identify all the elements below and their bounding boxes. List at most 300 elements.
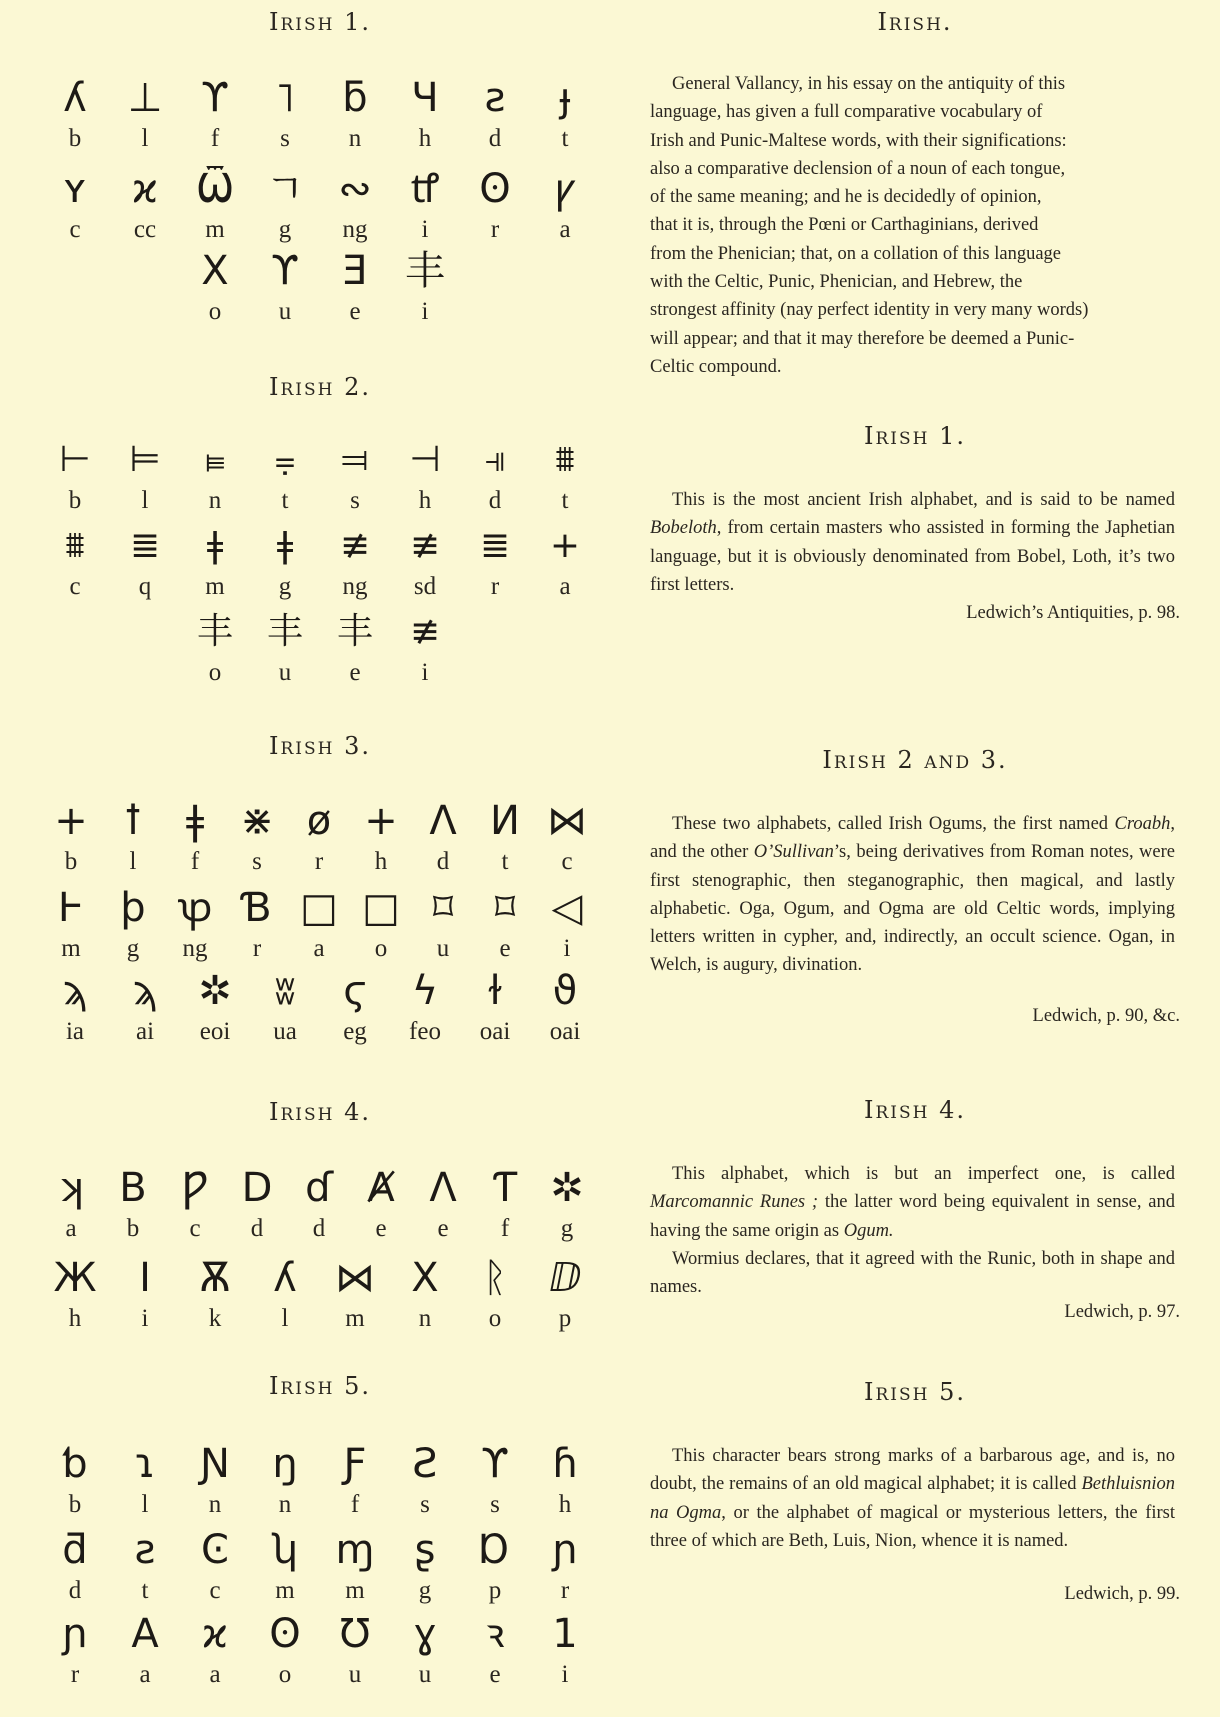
alphabet-glyph-icon: □ <box>300 885 338 931</box>
irish-2-3-name-1: Croabh <box>1114 814 1171 834</box>
irish-5-description <box>650 1442 1175 1555</box>
alphabet-glyph-icon: ɿ <box>134 1441 156 1487</box>
alphabet-cell <box>250 163 320 245</box>
alphabet-letter: e <box>489 1661 501 1688</box>
alphabet-letter: c <box>69 573 81 600</box>
alphabet-cell <box>250 1252 320 1334</box>
alphabet-letter: q <box>138 573 152 600</box>
alphabet-glyph-icon: Ʊ <box>339 1611 371 1657</box>
alphabet-letter: i <box>421 216 429 243</box>
alphabet-letter: eoi <box>199 1018 231 1045</box>
alphabet-cell <box>320 1252 390 1334</box>
alphabet-letter: g <box>418 1577 432 1604</box>
alphabet-letter: s <box>490 1491 500 1518</box>
alphabet-cell <box>320 1524 390 1606</box>
irish-4-text-2: the latter word being equivalent in sense, and having the same origin as <box>650 1192 1176 1241</box>
alphabet-letter: g <box>278 573 292 600</box>
alphabet-glyph-icon: Ѫ <box>199 1255 231 1301</box>
alphabet-letter: d <box>436 848 450 875</box>
alphabet-letter: i <box>421 659 429 686</box>
alphabet-letter: l <box>141 487 149 514</box>
alphabet-cell <box>460 1608 530 1690</box>
alphabet-glyph-icon: B <box>119 1165 147 1211</box>
alphabet-cell <box>40 965 110 1047</box>
irish-1-name: Bobeloth <box>650 518 717 539</box>
alphabet-cell <box>350 882 412 964</box>
alphabet-letter: sd <box>413 573 437 600</box>
alphabet-glyph-icon: ✲ <box>550 1165 584 1211</box>
alphabet-letter: a <box>313 935 325 962</box>
alphabet-letter: u <box>278 298 292 325</box>
alphabet-cell <box>350 795 412 877</box>
alphabet-row <box>40 1252 600 1342</box>
alphabet-cell <box>390 1608 460 1690</box>
irish-2-3-citation: Ledwich, p. 90, &c. <box>1032 1006 1180 1026</box>
alphabet-row <box>40 606 600 696</box>
alphabet-glyph-icon: ⊢ <box>59 439 91 480</box>
alphabet-letter: h <box>418 487 432 514</box>
alphabet-letter: e <box>349 298 361 325</box>
alphabet-letter: r <box>252 935 262 962</box>
irish-5-citation: Ledwich, p. 99. <box>1064 1584 1180 1604</box>
alphabet-glyph-icon: ϟ <box>411 968 439 1014</box>
irish-4-description <box>650 1160 1175 1301</box>
intro-line: from the Phenician; that, on a collation of this language <box>650 243 1062 264</box>
alphabet-cell <box>320 1438 390 1520</box>
alphabet-letter: m <box>205 216 225 243</box>
alphabet-glyph-icon: ꝕ <box>177 885 213 931</box>
alphabet-letter: n <box>348 125 362 152</box>
alphabet-glyph-icon: Ѿ <box>196 166 234 212</box>
alphabet-letter: oai <box>479 1018 511 1045</box>
alphabet-cell <box>390 1252 460 1334</box>
alphabet-letter: s <box>350 487 360 514</box>
section-title-irish-5: Irish 5. <box>269 1372 371 1400</box>
alphabet-glyph-icon: ʎ <box>63 75 87 121</box>
left-column <box>40 0 600 1717</box>
alphabet-cell <box>180 434 250 516</box>
alphabet-glyph-icon: ϒ <box>271 248 299 294</box>
irish-2-3-name-2: O’Sullivan <box>753 842 834 863</box>
alphabet-glyph-icon: ø <box>306 798 332 844</box>
alphabet-glyph-icon: Ⱥ <box>367 1165 395 1211</box>
alphabet-letter: u <box>436 935 450 962</box>
alphabet-glyph-icon: ƨ <box>134 1527 156 1573</box>
alphabet-glyph-icon: ㄱ <box>265 166 305 212</box>
intro-line: Celtic compound. <box>650 356 782 377</box>
alphabet-cell <box>180 1608 250 1690</box>
alphabet-glyph-icon: ⩩ <box>65 525 85 566</box>
alphabet-glyph-icon: ɗ <box>305 1165 333 1211</box>
alphabet-cell <box>250 1438 320 1520</box>
alphabet-cell <box>530 163 600 245</box>
alphabet-letter: ai <box>135 1018 155 1045</box>
alphabet-cell <box>530 1524 600 1606</box>
alphabet-cell <box>102 882 164 964</box>
alphabet-letter: l <box>281 1305 289 1332</box>
alphabet-letter: u <box>348 1661 362 1688</box>
irish-2-3-text-2: , and the other <box>650 814 1175 863</box>
alphabet-letter: c <box>69 216 81 243</box>
alphabet-letter: m <box>345 1305 365 1332</box>
alphabet-letter: i <box>421 298 429 325</box>
intro-line: Irish and Punic-Maltese words, with their significations: <box>650 130 1067 151</box>
alphabet-cell <box>320 163 390 245</box>
alphabet-glyph-icon: ⊨ <box>129 439 161 480</box>
alphabet-cell <box>226 882 288 964</box>
alphabet-glyph-icon: Λ <box>429 798 457 844</box>
alphabet-cell <box>460 163 530 245</box>
alphabet-cell <box>164 1162 226 1244</box>
section-title-irish-5-desc: Irish 5. <box>864 1378 966 1406</box>
alphabet-letter: a <box>559 216 571 243</box>
alphabet-glyph-icon: 丰 <box>196 611 233 652</box>
irish-1-text-2: , from certain masters who assisted in forming the Japhetian language, but it is obviously denominated from Bobel, Loth, it’s two first letters. <box>650 518 1175 595</box>
alphabet-cell <box>412 882 474 964</box>
alphabet-letter: l <box>141 1491 149 1518</box>
alphabet-letter: l <box>141 125 149 152</box>
alphabet-row <box>40 163 600 253</box>
alphabet-cell <box>226 1162 288 1244</box>
alphabet-glyph-icon: ⫤ <box>341 439 369 480</box>
alphabet-cell <box>40 163 110 245</box>
alphabet-glyph-icon: ✲ <box>198 968 232 1014</box>
alphabet-glyph-icon: ⌑ <box>432 885 454 931</box>
alphabet-glyph-icon: ⊣ <box>409 439 441 480</box>
alphabet-cell <box>536 882 598 964</box>
alphabet-glyph-icon: Ɓ <box>242 885 272 931</box>
alphabet-letter: n <box>208 1491 222 1518</box>
alphabet-cell <box>530 1608 600 1690</box>
alphabet-letter: k <box>208 1305 222 1332</box>
alphabet-letter: s <box>252 848 262 875</box>
alphabet-cell <box>350 1162 412 1244</box>
alphabet-cell <box>250 245 320 327</box>
alphabet-glyph-icon: ɫ <box>487 968 503 1014</box>
alphabet-letter: t <box>281 487 289 514</box>
alphabet-letter: d <box>488 487 502 514</box>
alphabet-glyph-icon: ɲ <box>62 1611 88 1657</box>
alphabet-glyph-icon: 丰 <box>405 248 445 294</box>
alphabet-cell <box>474 795 536 877</box>
alphabet-glyph-icon: ⫢ <box>204 439 226 480</box>
alphabet-cell <box>40 882 102 964</box>
alphabet-glyph-icon: ϸ <box>120 885 146 931</box>
irish-2-3-description <box>650 810 1175 980</box>
alphabet-cell <box>320 245 390 327</box>
alphabet-letter: c <box>189 1215 201 1242</box>
alphabet-letter: ua <box>273 1018 297 1045</box>
alphabet-glyph-icon: 丰 <box>336 611 373 652</box>
alphabet-glyph-icon: ᚱ <box>483 1255 507 1301</box>
alphabet-row <box>40 1524 600 1614</box>
irish-5-text-1: This character bears strong marks of a barbarous age, and is, no doubt, the remains of an old magical alphabet; it is called <box>650 1446 1175 1495</box>
alphabet-glyph-icon: X <box>201 248 229 294</box>
alphabet-glyph-icon: Ж <box>53 1255 97 1301</box>
alphabet-cell <box>460 965 530 1047</box>
alphabet-letter: e <box>437 1215 449 1242</box>
alphabet-glyph-icon: ŋ <box>272 1441 298 1487</box>
alphabet-letter: ia <box>65 1018 85 1045</box>
alphabet-cell <box>390 163 460 245</box>
alphabet-cell <box>250 606 320 688</box>
alphabet-cell <box>110 1438 180 1520</box>
alphabet-cell <box>474 882 536 964</box>
alphabet-cell <box>320 72 390 154</box>
alphabet-glyph-icon: ϰ <box>131 166 159 212</box>
irish-4-paragraph-2: Wormius declares, that it agreed with the Runic, both in shape and names. <box>650 1248 1175 1298</box>
alphabet-letter: eg <box>343 1018 367 1045</box>
alphabet-cell <box>460 1524 530 1606</box>
alphabet-letter: e <box>375 1215 387 1242</box>
alphabet-letter: u <box>278 659 292 686</box>
section-title-irish-4-desc: Irish 4. <box>864 1096 966 1124</box>
alphabet-letter: s <box>280 125 290 152</box>
alphabet-cell <box>40 1162 102 1244</box>
alphabet-glyph-icon: ʂ <box>414 1527 436 1573</box>
alphabet-letter: g <box>126 935 140 962</box>
alphabet-letter: a <box>209 1661 221 1688</box>
alphabet-cell <box>530 1252 600 1334</box>
alphabet-letter: h <box>68 1305 82 1332</box>
alphabet-cell <box>250 965 320 1047</box>
alphabet-cell <box>250 434 320 516</box>
alphabet-glyph-icon: 丰 <box>266 611 303 652</box>
intro-line: of the same meaning; and he is decidedly of opinion, <box>650 187 1042 208</box>
alphabet-cell <box>530 1438 600 1520</box>
section-title-irish-2-3-desc: Irish 2 and 3. <box>822 746 1008 774</box>
alphabet-cell <box>102 795 164 877</box>
alphabet-cell <box>180 1524 250 1606</box>
alphabet-letter: t <box>501 848 509 875</box>
alphabet-letter: e <box>349 659 361 686</box>
alphabet-glyph-icon: ≢ <box>409 525 441 566</box>
alphabet-cell <box>474 1162 536 1244</box>
alphabet-row <box>40 882 600 972</box>
alphabet-glyph-icon: ɦ <box>552 1441 578 1487</box>
alphabet-letter: ng <box>342 216 368 243</box>
alphabet-letter: m <box>275 1577 295 1604</box>
alphabet-cell <box>40 1252 110 1334</box>
alphabet-cell <box>536 795 598 877</box>
alphabet-cell <box>110 434 180 516</box>
alphabet-glyph-icon: ⊥ <box>127 75 163 121</box>
alphabet-cell <box>390 72 460 154</box>
alphabet-glyph-icon: Ͱ <box>57 885 85 931</box>
irish-4-name-2: Ogum. <box>843 1220 894 1241</box>
alphabet-cell <box>250 1608 320 1690</box>
alphabet-cell <box>40 1608 110 1690</box>
alphabet-letter: t <box>561 125 569 152</box>
alphabet-letter: n <box>418 1305 432 1332</box>
alphabet-glyph-icon: ꝉ <box>124 798 142 844</box>
alphabet-row <box>40 1162 600 1252</box>
alphabet-letter: f <box>190 848 200 875</box>
alphabet-letter: d <box>250 1215 264 1242</box>
alphabet-glyph-icon: Λ <box>429 1165 457 1211</box>
alphabet-letter: e <box>499 935 511 962</box>
right-column <box>650 0 1180 1717</box>
alphabet-glyph-icon: D <box>241 1165 273 1211</box>
alphabet-letter: h <box>558 1491 572 1518</box>
alphabet-letter: f <box>210 125 220 152</box>
alphabet-glyph-icon: ʞ <box>57 1165 85 1211</box>
alphabet-letter: d <box>312 1215 326 1242</box>
alphabet-cell <box>40 434 110 516</box>
alphabet-glyph-icon: Ɒ <box>479 1527 511 1573</box>
alphabet-cell <box>460 1438 530 1520</box>
alphabet-glyph-icon: ƅ <box>62 1441 88 1487</box>
alphabet-glyph-icon: ≣ <box>479 525 511 566</box>
alphabet-cell <box>110 1524 180 1606</box>
alphabet-letter: r <box>490 216 500 243</box>
alphabet-cell <box>40 795 102 877</box>
alphabet-cell <box>180 520 250 602</box>
alphabet-glyph-icon: ʮ <box>271 1527 299 1573</box>
alphabet-row <box>40 965 600 1055</box>
alphabet-cell <box>460 434 530 516</box>
section-title-irish-4: Irish 4. <box>269 1098 371 1126</box>
alphabet-row <box>40 245 600 335</box>
alphabet-cell <box>250 1524 320 1606</box>
alphabet-glyph-icon: ϒ <box>201 75 229 121</box>
alphabet-letter: c <box>561 848 573 875</box>
alphabet-row <box>40 795 600 885</box>
alphabet-cell <box>250 72 320 154</box>
irish-5-name: Bethluisnion na Ogma <box>650 1474 1175 1523</box>
alphabet-cell <box>390 965 460 1047</box>
irish-1-citation: Ledwich’s Antiquities, p. 98. <box>966 603 1180 623</box>
alphabet-letter: cc <box>133 216 157 243</box>
alphabet-cell <box>320 965 390 1047</box>
alphabet-letter: t <box>561 487 569 514</box>
alphabet-letter: m <box>345 1577 365 1604</box>
alphabet-glyph-icon: ⩩ <box>555 439 575 480</box>
alphabet-letter: i <box>141 1305 149 1332</box>
alphabet-glyph-icon: ʎ <box>273 1255 297 1301</box>
alphabet-glyph-icon: ɲ <box>552 1527 578 1573</box>
alphabet-letter: o <box>278 1661 292 1688</box>
intro-line: strongest affinity (nay perfect identity in very many words) <box>650 300 1089 321</box>
alphabet-glyph-icon: ⋈ <box>547 798 587 844</box>
alphabet-cell <box>460 520 530 602</box>
alphabet-letter: h <box>374 848 388 875</box>
alphabet-glyph-icon: ʘ <box>269 1611 301 1657</box>
alphabet-glyph-icon: Ƒ <box>343 1441 367 1487</box>
alphabet-glyph-icon: X <box>411 1255 439 1301</box>
intro-line: with the Celtic, Punic, Phenician, and Hebrew, the <box>650 272 1023 293</box>
alphabet-letter: i <box>563 935 571 962</box>
alphabet-letter: b <box>68 125 82 152</box>
alphabet-cell <box>536 1162 598 1244</box>
alphabet-letter: h <box>418 125 432 152</box>
alphabet-glyph-icon: I <box>139 1255 151 1301</box>
alphabet-row <box>40 434 600 524</box>
alphabet-letter: ng <box>342 573 368 600</box>
alphabet-glyph-icon: ꝛ <box>485 1611 505 1657</box>
alphabet-glyph-icon: ꝷ <box>410 166 440 212</box>
alphabet-cell <box>288 1162 350 1244</box>
alphabet-cell <box>180 965 250 1047</box>
alphabet-cell <box>390 434 460 516</box>
alphabet-glyph-icon: + <box>549 525 581 566</box>
alphabet-glyph-icon: + <box>54 798 88 844</box>
alphabet-cell <box>530 520 600 602</box>
alphabet-glyph-icon: ∾ <box>338 166 372 212</box>
irish-2-3-text-1: These two alphabets, called Irish Ogums, the first named <box>672 814 1115 834</box>
alphabet-cell <box>320 434 390 516</box>
alphabet-glyph-icon: ʬ <box>274 968 296 1014</box>
alphabet-letter: f <box>350 1491 360 1518</box>
irish-5-text-2: , or the alphabet of magical or mysterious letters, the first three of which are Beth, Luis, Nion, whence it is named. <box>650 1502 1176 1551</box>
alphabet-cell <box>102 1162 164 1244</box>
alphabet-letter: n <box>278 1491 292 1518</box>
alphabet-letter: c <box>209 1577 221 1604</box>
alphabet-glyph-icon: ɟ <box>559 75 571 121</box>
alphabet-letter: d <box>68 1577 82 1604</box>
alphabet-cell <box>320 520 390 602</box>
alphabet-glyph-icon: ϡ <box>62 968 88 1014</box>
alphabet-glyph-icon: ꙅ <box>484 75 506 121</box>
alphabet-cell <box>110 163 180 245</box>
intro-line: will appear; and that it may therefore be deemed a Punic- <box>650 328 1075 349</box>
section-title-irish-2: Irish 2. <box>269 373 371 401</box>
alphabet-glyph-icon: ⋈ <box>335 1255 375 1301</box>
alphabet-cell <box>288 882 350 964</box>
alphabet-row <box>40 1438 600 1528</box>
alphabet-cell <box>110 965 180 1047</box>
alphabet-letter: u <box>418 1661 432 1688</box>
alphabet-cell <box>390 606 460 688</box>
alphabet-glyph-icon: + <box>364 798 398 844</box>
alphabet-glyph-icon: ϰ <box>201 1611 229 1657</box>
alphabet-letter: o <box>208 298 222 325</box>
alphabet-cell <box>390 1438 460 1520</box>
intro-line: language, has given a full comparative vocabulary of <box>650 102 1043 123</box>
alphabet-glyph-icon: Ƨ <box>412 1441 438 1487</box>
alphabet-cell <box>460 72 530 154</box>
alphabet-letter: p <box>558 1305 572 1332</box>
alphabet-letter: ng <box>182 935 208 962</box>
alphabet-letter: b <box>64 848 78 875</box>
alphabet-letter: g <box>560 1215 574 1242</box>
alphabet-cell <box>530 72 600 154</box>
alphabet-glyph-icon: ⋇ <box>240 798 274 844</box>
alphabet-glyph-icon: ǂ <box>185 798 205 844</box>
alphabet-letter: a <box>139 1661 151 1688</box>
alphabet-glyph-icon: ⅅ <box>548 1255 582 1301</box>
alphabet-glyph-icon: 1 <box>552 1611 578 1657</box>
alphabet-letter: oai <box>549 1018 581 1045</box>
alphabet-letter: o <box>374 935 388 962</box>
irish-2-3-text-3: ’s, being derivatives from Roman notes, were first stenographic, then steganographic, then magical, and lastly alphabetic. Oga, Ogum, and Ogma are old Celtic words, implying letters written in cypher, and, indirectly, an occult science. Ogan, in Welch, is augury, divination. <box>650 842 1175 976</box>
alphabet-glyph-icon: Ч <box>411 75 439 121</box>
alphabet-glyph-icon: ǂ <box>206 525 224 566</box>
alphabet-cell <box>110 520 180 602</box>
alphabet-glyph-icon: ʏ <box>62 166 88 212</box>
alphabet-glyph-icon: ꝩ <box>554 166 576 212</box>
alphabet-letter: b <box>68 487 82 514</box>
alphabet-cell <box>390 245 460 327</box>
alphabet-letter: g <box>278 216 292 243</box>
alphabet-cell <box>412 795 474 877</box>
alphabet-glyph-icon: ϛ <box>343 968 367 1014</box>
alphabet-row <box>40 72 600 162</box>
alphabet-cell <box>460 1252 530 1334</box>
alphabet-glyph-icon: ◁ <box>551 885 583 931</box>
alphabet-cell <box>180 245 250 327</box>
alphabet-cell <box>180 606 250 688</box>
